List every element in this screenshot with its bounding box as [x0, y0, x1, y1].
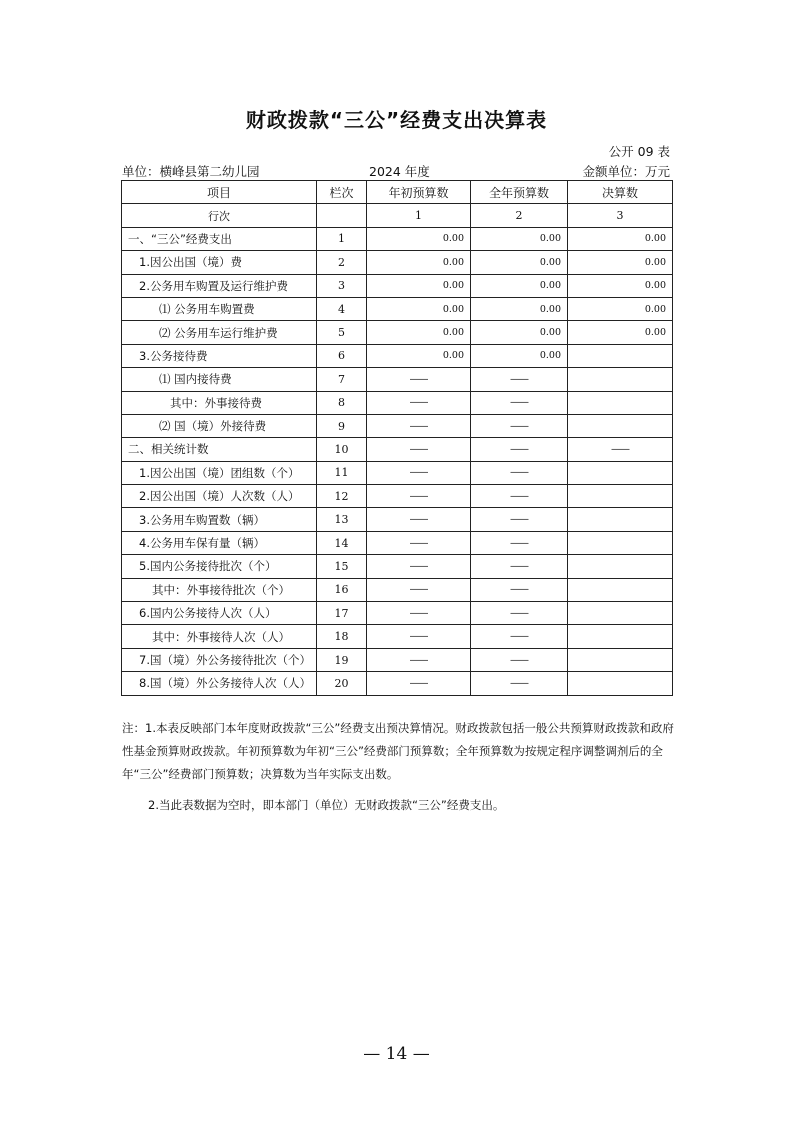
table-row — [122, 391, 673, 414]
row-item: ⑴ 国内接待费 — [122, 368, 317, 391]
row-final — [568, 391, 673, 414]
row-item: 2.因公出国（境）人次数（人） — [122, 485, 317, 508]
row-budget-initial: 0.00 — [367, 321, 471, 344]
row-budget-initial: —— — [367, 555, 471, 578]
row-budget-full: —— — [471, 461, 568, 484]
row-final — [568, 555, 673, 578]
row-budget-initial: 0.00 — [367, 274, 471, 297]
table-row — [122, 625, 673, 648]
index-c1: 1 — [367, 204, 471, 227]
row-item: 8.国（境）外公务接待人次（人） — [122, 672, 317, 695]
table-row — [122, 368, 673, 391]
row-budget-full: —— — [471, 602, 568, 625]
row-line: 6 — [317, 344, 367, 367]
row-budget-full: —— — [471, 555, 568, 578]
row-budget-initial: 0.00 — [367, 251, 471, 274]
row-budget-initial: —— — [367, 672, 471, 695]
table-row — [122, 438, 673, 461]
row-final — [568, 648, 673, 671]
row-final — [568, 414, 673, 437]
row-item: 其中：外事接待人次（人） — [122, 625, 317, 648]
row-budget-initial: —— — [367, 648, 471, 671]
row-budget-full: 0.00 — [471, 297, 568, 320]
year-label: 2024 年度 — [369, 164, 430, 179]
row-line: 8 — [317, 391, 367, 414]
row-line: 19 — [317, 648, 367, 671]
row-budget-initial: 0.00 — [367, 297, 471, 320]
row-budget-full: —— — [471, 391, 568, 414]
table-header-row — [122, 181, 673, 204]
row-line: 11 — [317, 461, 367, 484]
header-info-row — [122, 162, 670, 178]
row-item: 2.公务用车购置及运行维护费 — [122, 274, 317, 297]
row-budget-full: —— — [471, 531, 568, 554]
row-budget-full: —— — [471, 508, 568, 531]
row-budget-initial: —— — [367, 414, 471, 437]
row-budget-full: 0.00 — [471, 274, 568, 297]
table-row — [122, 227, 673, 250]
row-budget-initial: —— — [367, 461, 471, 484]
header-line: 栏次 — [317, 181, 367, 204]
row-final — [568, 672, 673, 695]
row-final: 0.00 — [568, 321, 673, 344]
row-budget-full: —— — [471, 672, 568, 695]
row-item: 3.公务接待费 — [122, 344, 317, 367]
row-budget-full: —— — [471, 438, 568, 461]
unit-label: 单位：横峰县第二幼儿园 — [122, 164, 260, 179]
table-row — [122, 251, 673, 274]
index-row — [122, 204, 673, 227]
row-final — [568, 344, 673, 367]
row-budget-initial: —— — [367, 625, 471, 648]
table-row — [122, 578, 673, 601]
note-1: 注：1.本表反映部门本年度财政拨款“三公”经费支出预决算情况。财政拨款包括一般公共预算财政拨款和政府性基金预算财政拨款。年初预算数为年初“三公”经费部门预算数；全年预算数为按规定程序调整调剂后的全年“三公”经费部门预算数；决算数为当年实际支出数。 — [122, 721, 674, 781]
row-line: 16 — [317, 578, 367, 601]
row-line: 3 — [317, 274, 367, 297]
row-line: 15 — [317, 555, 367, 578]
row-line: 20 — [317, 672, 367, 695]
row-item: 4.公务用车保有量（辆） — [122, 531, 317, 554]
row-budget-full: 0.00 — [471, 251, 568, 274]
table-row — [122, 602, 673, 625]
table-row — [122, 508, 673, 531]
row-budget-full: —— — [471, 625, 568, 648]
index-c2: 2 — [471, 204, 568, 227]
row-final — [568, 578, 673, 601]
header-budget-initial: 年初预算数 — [367, 181, 471, 204]
row-item: ⑵ 公务用车运行维护费 — [122, 321, 317, 344]
row-final — [568, 485, 673, 508]
row-item: 二、相关统计数 — [122, 438, 317, 461]
table-row — [122, 672, 673, 695]
row-line: 1 — [317, 227, 367, 250]
row-budget-full: —— — [471, 648, 568, 671]
row-line: 18 — [317, 625, 367, 648]
row-budget-initial: 0.00 — [367, 344, 471, 367]
row-final — [568, 602, 673, 625]
row-budget-initial: —— — [367, 368, 471, 391]
row-item: 其中：外事接待批次（个） — [122, 578, 317, 601]
row-budget-full: 0.00 — [471, 344, 568, 367]
table-row — [122, 274, 673, 297]
row-budget-initial: —— — [367, 578, 471, 601]
row-budget-initial: —— — [367, 602, 471, 625]
row-budget-full: —— — [471, 414, 568, 437]
row-line: 10 — [317, 438, 367, 461]
row-final: 0.00 — [568, 297, 673, 320]
header-final: 决算数 — [568, 181, 673, 204]
index-line — [317, 204, 367, 227]
row-final — [568, 461, 673, 484]
three-public-expenses-table — [121, 180, 673, 696]
row-final — [568, 368, 673, 391]
row-item: ⑵ 国（境）外接待费 — [122, 414, 317, 437]
table-row — [122, 555, 673, 578]
row-budget-full: —— — [471, 578, 568, 601]
row-final: 0.00 — [568, 274, 673, 297]
row-line: 14 — [317, 531, 367, 554]
row-budget-initial: —— — [367, 508, 471, 531]
index-c3: 3 — [568, 204, 673, 227]
row-item: 一、“三公”经费支出 — [122, 227, 317, 250]
table-row — [122, 531, 673, 554]
row-budget-full: —— — [471, 485, 568, 508]
row-line: 12 — [317, 485, 367, 508]
page-title: 财政拨款“三公”经费支出决算表 — [245, 108, 548, 132]
page-number: — 14 — — [363, 1044, 430, 1064]
row-budget-initial: 0.00 — [367, 227, 471, 250]
row-line: 2 — [317, 251, 367, 274]
row-final — [568, 531, 673, 554]
row-line: 7 — [317, 368, 367, 391]
row-final — [568, 508, 673, 531]
notes — [122, 717, 674, 817]
table-row — [122, 297, 673, 320]
row-budget-initial: —— — [367, 438, 471, 461]
row-item: 其中：外事接待费 — [122, 391, 317, 414]
row-item: 3.公务用车购置数（辆） — [122, 508, 317, 531]
table-row — [122, 344, 673, 367]
table-row — [122, 648, 673, 671]
row-item: 7.国（境）外公务接待批次（个） — [122, 648, 317, 671]
row-final — [568, 625, 673, 648]
row-budget-initial: —— — [367, 531, 471, 554]
row-budget-initial: —— — [367, 485, 471, 508]
note-2: 2.当此表数据为空时，即本部门（单位）无财政拨款“三公”经费支出。 — [148, 798, 505, 812]
row-line: 17 — [317, 602, 367, 625]
table-row — [122, 461, 673, 484]
table-number: 公开 09 表 — [608, 144, 670, 159]
row-line: 4 — [317, 297, 367, 320]
table-row — [122, 321, 673, 344]
row-item: 1.因公出国（境）费 — [122, 251, 317, 274]
table-row — [122, 414, 673, 437]
header-budget-full: 全年预算数 — [471, 181, 568, 204]
row-item: ⑴ 公务用车购置费 — [122, 297, 317, 320]
row-budget-full: 0.00 — [471, 321, 568, 344]
row-budget-initial: —— — [367, 391, 471, 414]
row-budget-full: 0.00 — [471, 227, 568, 250]
row-item: 6.国内公务接待人次（人） — [122, 602, 317, 625]
index-label: 行次 — [122, 204, 317, 227]
table-row — [122, 485, 673, 508]
row-final: —— — [568, 438, 673, 461]
header-item: 项目 — [122, 181, 317, 204]
row-line: 9 — [317, 414, 367, 437]
row-final: 0.00 — [568, 227, 673, 250]
row-final: 0.00 — [568, 251, 673, 274]
currency-unit-label: 金额单位：万元 — [582, 164, 670, 179]
row-item: 1.因公出国（境）团组数（个） — [122, 461, 317, 484]
row-line: 5 — [317, 321, 367, 344]
row-budget-full: —— — [471, 368, 568, 391]
row-item: 5.国内公务接待批次（个） — [122, 555, 317, 578]
row-line: 13 — [317, 508, 367, 531]
